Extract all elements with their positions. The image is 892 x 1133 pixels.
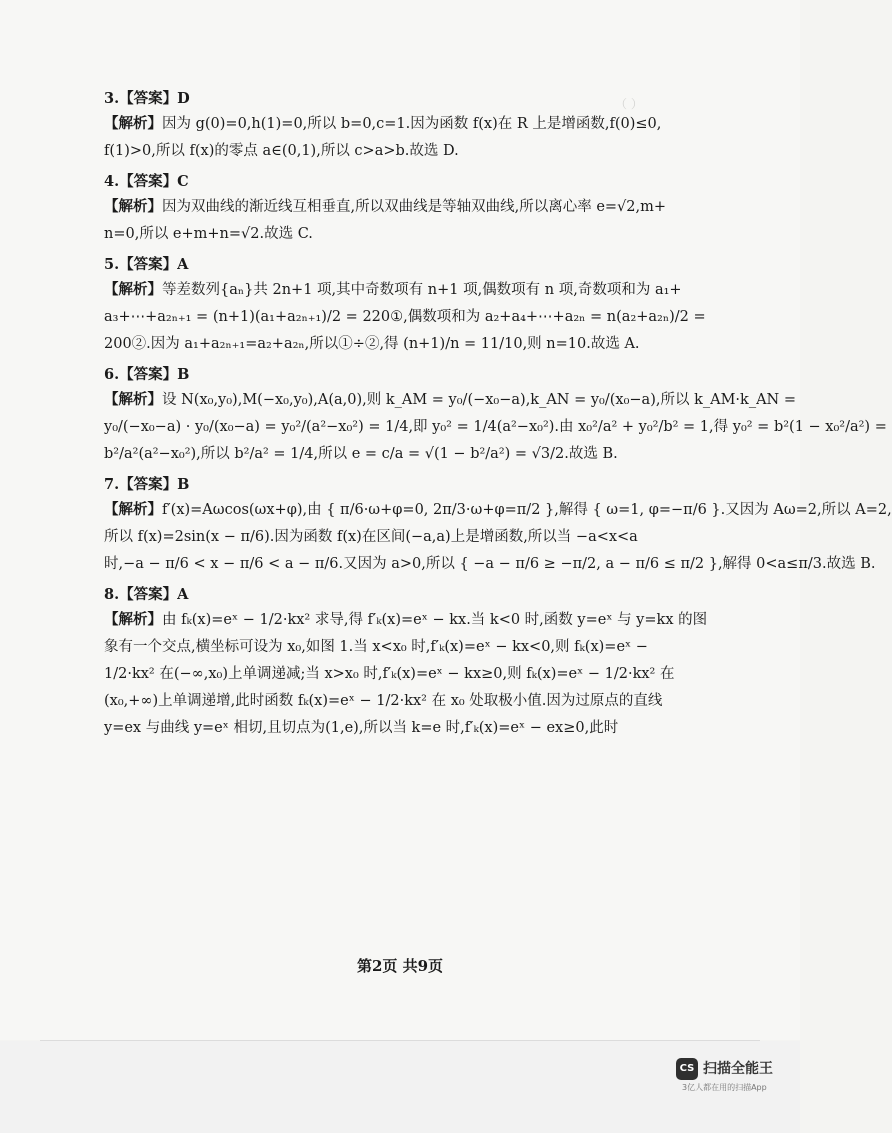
solution-text: 时,−a − π/6 < x − π/6 < a − π/6.又因为 a>0,所以 { −a − π/6 ≥ −π/2, a − π/6 ≤ π/2 },解得 0<a≤π/3.故选 B.: [104, 556, 876, 572]
solution-text: 所以 f(x)=2sin(x − π/6).因为函数 f(x)在区间(−a,a)上是增函数,所以当 −a<x<a: [104, 529, 638, 545]
solution-line: [104, 138, 704, 165]
solution-text: f′(x)=Aωcos(ωx+φ),由 { π/6·ω+φ=0, 2π/3·ω+φ=π/2 },解得 { ω=1, φ=−π/6 }.又因为 Aω=2,所以 A=2,: [162, 502, 892, 518]
solution-text: 因为 g(0)=0,h(1)=0,所以 b=0,c=1.因为函数 f(x)在 R 上是增函数,f(0)≤0,: [162, 116, 662, 132]
answer-line: [104, 584, 704, 606]
problem-block: [104, 364, 887, 468]
bleed-through-text: （ ）: [615, 97, 643, 111]
problem-block: [104, 584, 708, 742]
problem-block: [104, 474, 892, 578]
answer-label: 6.【答案】: [104, 366, 178, 383]
solution-text: y=ex 与曲线 y=eˣ 相切,且切点为(1,e),所以当 k=e 时,f′ₖ(x)=eˣ − ex≥0,此时: [104, 720, 619, 736]
solution-line: [104, 331, 704, 358]
solution-text: 等差数列{aₙ}共 2n+1 项,其中奇数项有 n+1 项,偶数项有 n 项,奇数项和为 a₁+: [162, 282, 682, 298]
answer-label: 4.【答案】: [104, 173, 178, 190]
solution: [104, 386, 887, 468]
answer-line: [104, 474, 704, 496]
answer-line: [104, 171, 704, 193]
solution-text: 1/2·kx² 在(−∞,x₀)上单调递减;当 x>x₀ 时,f′ₖ(x)=eˣ − kx≥0,则 fₖ(x)=eˣ − 1/2·kx² 在: [104, 666, 675, 682]
solution-line: [104, 110, 704, 138]
solution-line: [104, 276, 704, 304]
solution-line: [104, 496, 892, 524]
solution-text: b²/a²(a²−x₀²),所以 b²/a² = 1/4,所以 e = c/a = √(1 − b²/a²) = √3/2.故选 B.: [104, 446, 618, 462]
solution-tag: 【解析】: [104, 115, 162, 132]
solution-line: [104, 551, 876, 578]
answer-value: C: [177, 173, 189, 190]
answer-line: [104, 254, 704, 276]
solution-text: 由 fₖ(x)=eˣ − 1/2·kx² 求导,得 f′ₖ(x)=eˣ − kx.当 k<0 时,函数 y=eˣ 与 y=kx 的图: [162, 612, 708, 628]
solution-text: 设 N(x₀,y₀),M(−x₀,y₀),A(a,0),则 k_AM = y₀/(−x₀−a),k_AN = y₀/(x₀−a),所以 k_AM·k_AN =: [162, 392, 796, 408]
solution: [104, 606, 708, 742]
solution-line: [104, 414, 887, 441]
solution-tag: 【解析】: [104, 198, 162, 215]
solution-line: [104, 221, 704, 248]
solution-line: [104, 634, 704, 661]
problem-block: [104, 171, 704, 248]
solution: [104, 276, 704, 358]
answer-label: 8.【答案】: [104, 586, 178, 603]
answer-label: 3.【答案】: [104, 90, 178, 107]
solution-line: [104, 441, 704, 468]
answer-value: A: [177, 586, 189, 603]
solution-text: f(1)>0,所以 f(x)的零点 a∈(0,1),所以 c>a>b.故选 D.: [104, 143, 459, 159]
answer-line: [104, 88, 704, 110]
answer-line: [104, 364, 704, 386]
solution-line: [104, 304, 704, 331]
solution: [104, 193, 704, 248]
solution-text: 200②.因为 a₁+a₂ₙ₊₁=a₂+a₂ₙ,所以①÷②,得 (n+1)/n = 11/10,则 n=10.故选 A.: [104, 336, 640, 352]
solution-line: [104, 606, 708, 634]
answer-value: A: [177, 256, 189, 273]
answer-label: 5.【答案】: [104, 256, 178, 273]
camscanner-tagline: 3亿人都在用的扫描App: [682, 1083, 767, 1092]
solution-text: 象有一个交点,横坐标可设为 x₀,如图 1.当 x<x₀ 时,f′ₖ(x)=eˣ − kx<0,则 fₖ(x)=eˣ −: [104, 639, 648, 655]
solution-line: [104, 715, 704, 742]
answer-value: B: [177, 476, 190, 493]
solution-text: (x₀,+∞)上单调递增,此时函数 fₖ(x)=eˣ − 1/2·kx² 在 x₀ 处取极小值.因为过原点的直线: [104, 693, 663, 709]
solution: [104, 496, 892, 578]
answer-value: D: [177, 90, 190, 107]
solution-tag: 【解析】: [104, 281, 162, 298]
problem-block: [104, 254, 704, 358]
solution: [104, 110, 704, 165]
solution-line: [104, 193, 704, 221]
solution-tag: 【解析】: [104, 391, 162, 408]
problem-block: [104, 88, 704, 165]
camscanner-logo-icon: CS: [676, 1058, 698, 1080]
camscanner-name: 扫描全能王: [703, 1061, 773, 1077]
solution-text: 因为双曲线的渐近线互相垂直,所以双曲线是等轴双曲线,所以离心率 e=√2,m+: [162, 199, 667, 215]
solution-tag: 【解析】: [104, 501, 162, 518]
answer-label: 7.【答案】: [104, 476, 178, 493]
solution-line: [104, 688, 704, 715]
answer-value: B: [177, 366, 190, 383]
solution-line: [104, 524, 704, 551]
solution-tag: 【解析】: [104, 611, 162, 628]
solutions-content: [104, 82, 892, 742]
solution-text: a₃+⋯+a₂ₙ₊₁ = (n+1)(a₁+a₂ₙ₊₁)/2 = 220①,偶数项和为 a₂+a₄+⋯+a₂ₙ = n(a₂+a₂ₙ)/2 =: [104, 309, 706, 325]
camscanner-watermark: [676, 1056, 796, 1096]
page-number: 第2页 共9页: [356, 957, 444, 975]
solution-line: [104, 661, 704, 688]
solution-text: n=0,所以 e+m+n=√2.故选 C.: [104, 226, 313, 242]
solution-text: y₀/(−x₀−a) · y₀/(x₀−a) = y₀²/(a²−x₀²) = 1/4,即 y₀² = 1/4(a²−x₀²).由 x₀²/a² + y₀²/b² = 1,得 y₀² = b²(1 − x₀²/a²) =: [104, 419, 887, 435]
solution-line: [104, 386, 796, 414]
